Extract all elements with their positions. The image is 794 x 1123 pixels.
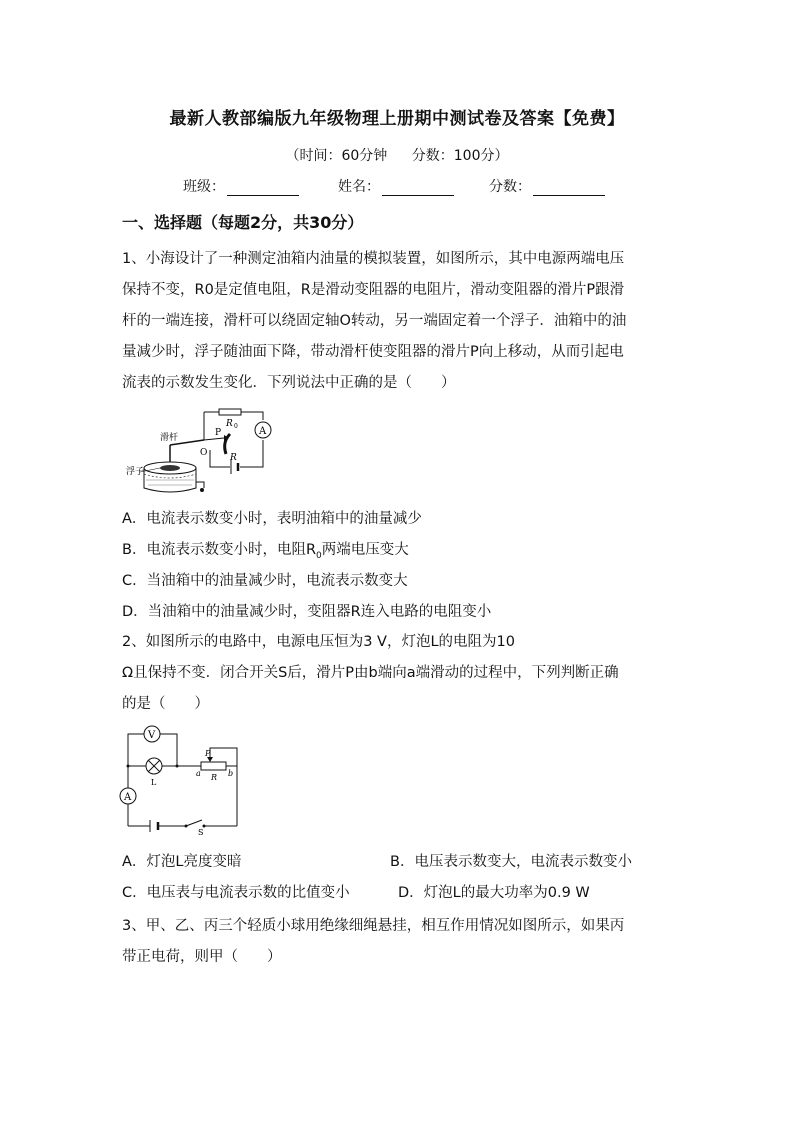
lamp-label: L (151, 778, 157, 787)
q2-line: Ω且保持不变．闭合开关S后，滑片P由b端向a端滑动的过程中，下列判断正确 (122, 665, 619, 681)
q2-option-a: A．灯泡L亮度变暗 (122, 854, 242, 870)
page-title: 最新人教部编版九年级物理上册期中测试卷及答案【免费】 (169, 109, 625, 129)
q1-option-a: A．电流表示数变小时，表明油箱中的油量减少 (122, 511, 422, 527)
r0-resistor (219, 409, 241, 415)
p-label: P (205, 749, 211, 758)
o-label: O (200, 448, 208, 458)
section-heading: 一、选择题（每题2分，共30分） (122, 213, 364, 232)
q2-line: 2、如图所示的电路中，电源电压恒为3 V，灯泡L的电阻为10 (122, 634, 516, 650)
q2-option-b: B．电压表示数变大，电流表示数变小 (390, 854, 632, 870)
float-icon (160, 465, 180, 471)
q2-option-d: D．灯泡L的最大功率为0.9 W (398, 885, 590, 901)
q3-line: 带正电荷，则甲（ ） (122, 949, 282, 965)
q2-line: 的是（ ） (122, 696, 209, 712)
q1-option-b-sub: 0 (316, 550, 322, 561)
r-label: R (211, 773, 218, 782)
q1-line: 量减少时，浮子随油面下降，带动滑杆使变阻器的滑片P向上移动，从而引起电 (122, 344, 624, 360)
question-2 (122, 627, 682, 720)
class-blank (227, 181, 299, 196)
question-1 (122, 244, 682, 399)
q2-option-c: C．电压表与电流表示数的比值变小 (122, 885, 350, 901)
class-label: 班级： (183, 179, 225, 195)
q3-line: 3、甲、乙、丙三个轻质小球用绝缘细绳悬挂，相互作用情况如图所示，如果丙 (122, 918, 625, 934)
r0-subscript: 0 (234, 423, 238, 430)
p-label: P (215, 428, 222, 438)
ammeter-label: A (124, 792, 132, 803)
r0-label: R (226, 419, 233, 429)
float-label: 浮子 (126, 467, 145, 477)
r-label: R (230, 453, 237, 463)
q1-option-c: C．当油箱中的油量减少时，电流表示数变大 (122, 573, 408, 589)
switch-label: S (198, 828, 204, 836)
name-blank (382, 181, 454, 196)
voltmeter-label: V (148, 730, 156, 741)
name-field (338, 176, 454, 196)
score-label: 分数： (489, 179, 531, 195)
q1-line: 保持不变，R0是定值电阻，R是滑动变阻器的电阻片，滑动变阻器的滑片P跟滑 (122, 282, 625, 298)
q1-option-d: D．当油箱中的油量减少时，变阻器R连入电路的电阻变小 (122, 604, 492, 620)
score-blank (533, 181, 605, 196)
exam-time: （时间：60分钟 (285, 148, 388, 164)
class-field (183, 176, 299, 196)
score-field (489, 176, 605, 196)
b-label: b (228, 769, 234, 778)
q1-line: 1、小海设计了一种测定油箱内油量的模拟装置，如图所示，其中电源两端电压 (122, 251, 625, 267)
q1-option-b-text: B．电流表示数变小时，电阻R (122, 542, 317, 558)
q1-option-b (122, 538, 409, 561)
rod-label: 滑杆 (160, 433, 179, 443)
exam-meta (0, 145, 794, 165)
exam-total-score: 分数：100分） (411, 148, 509, 164)
question-3 (122, 911, 682, 973)
q1-line: 流表的示数发生变化．下列说法中正确的是（ ） (122, 375, 456, 391)
rheostat (201, 762, 226, 770)
ammeter-label: A (259, 426, 267, 437)
q1-line: 杆的一端连接，滑杆可以绕固定轴O转动，另一端固定着一个浮子．油箱中的油 (122, 313, 627, 329)
name-label: 姓名： (338, 179, 380, 195)
oil-tank-circuit-figure (118, 402, 278, 500)
q1-option-b-tail: 两端电压变大 (321, 542, 409, 558)
a-label: a (196, 769, 201, 778)
lamp-circuit-figure (116, 724, 246, 836)
